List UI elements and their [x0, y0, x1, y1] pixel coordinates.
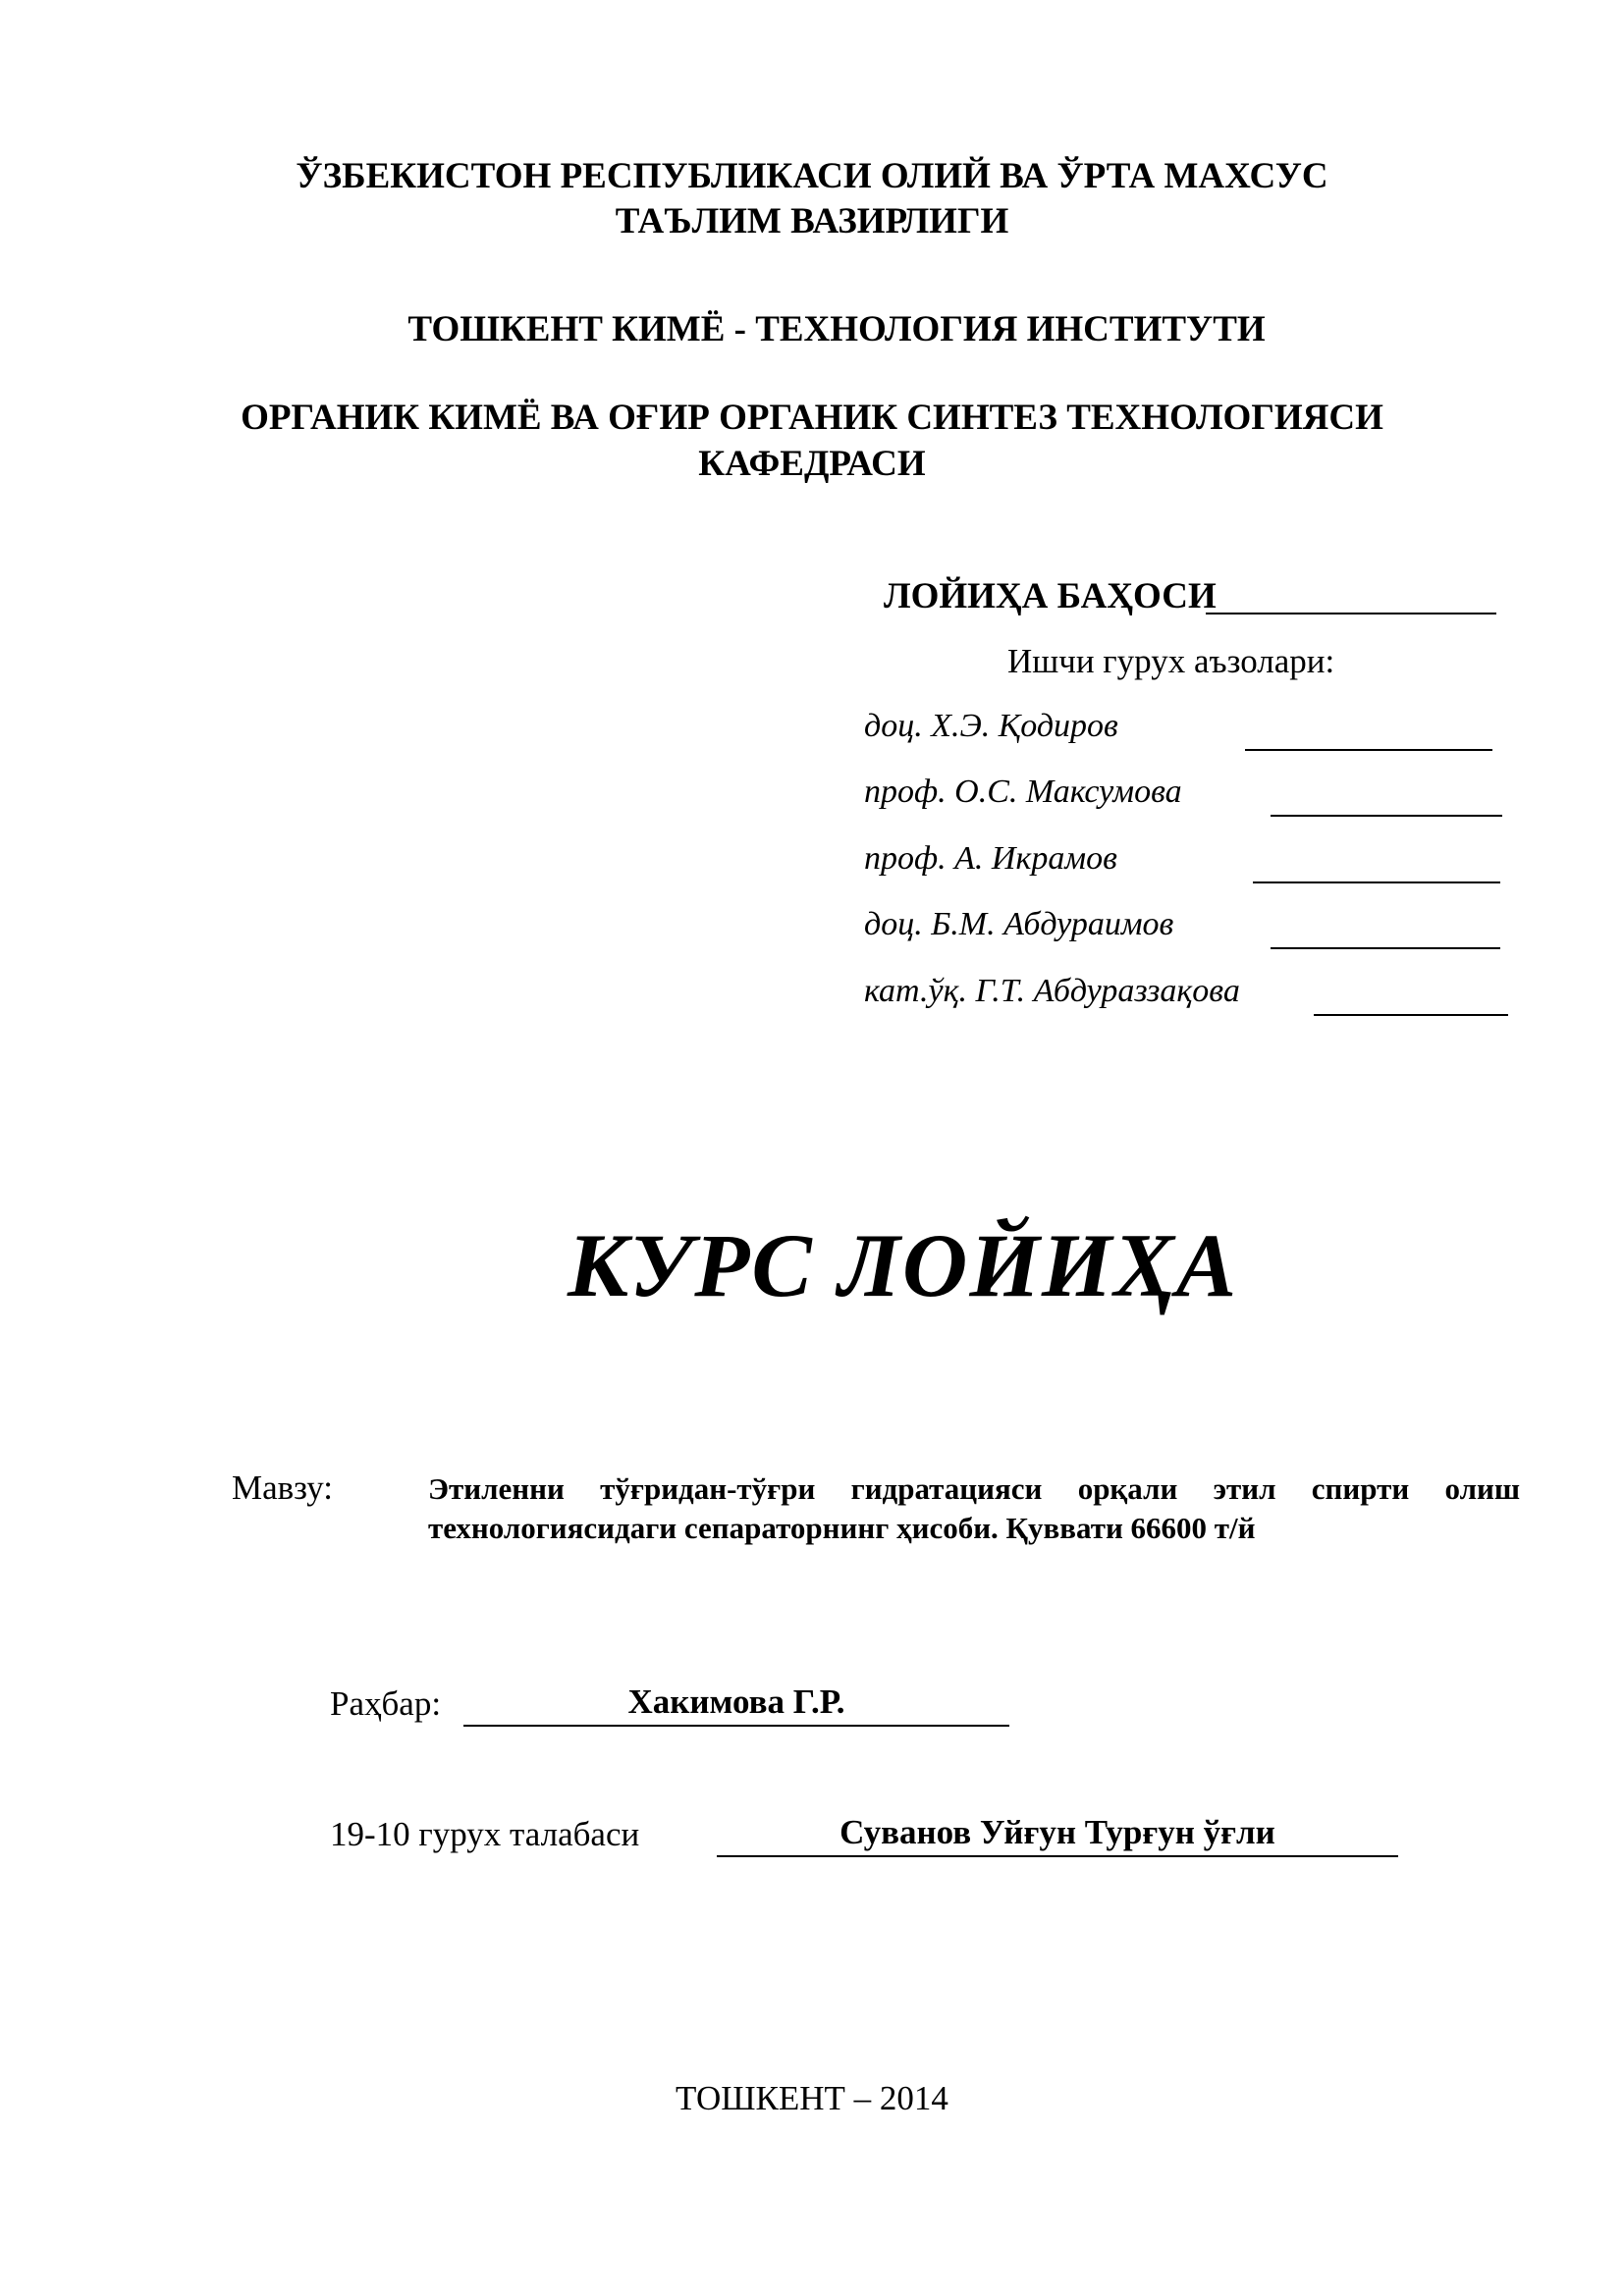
city-year: ТОШКЕНТ – 2014 [676, 2079, 948, 2117]
member-4-signature-line [1271, 947, 1500, 949]
member-5-signature-line [1314, 1014, 1508, 1016]
ministry-line-1: ЎЗБЕКИСТОН РЕСПУБЛИКАСИ ОЛИЙ ВА ЎРТА МАХСУС [296, 156, 1328, 196]
department-line-1: ОРГАНИК КИМЁ ВА ОҒИР ОРГАНИК СИНТЕЗ ТЕХНОЛОГИЯСИ [241, 398, 1383, 438]
member-4: доц. Б.М. Абдураимов [864, 906, 1174, 942]
supervisor-label: Раҳбар: [330, 1684, 442, 1723]
supervisor-name: Хакимова Г.Р. [463, 1682, 1009, 1727]
working-group-label: Ишчи гурух аъзолари: [1007, 642, 1335, 680]
student-group-label: 19-10 гурух талабаси [330, 1815, 640, 1853]
ministry-line-2: ТАЪЛИМ ВАЗИРЛИГИ [615, 201, 1009, 241]
member-2-signature-line [1271, 815, 1502, 817]
member-1: доц. Х.Э. Қодиров [864, 708, 1118, 744]
institute-name: ТОШКЕНТ КИМЁ - ТЕХНОЛОГИЯ ИНСТИТУТИ [407, 309, 1266, 349]
student-name: Суванов Уйғун Турғун ўғли [717, 1813, 1398, 1857]
grade-line [1206, 613, 1496, 614]
member-3: проф. А. Икрамов [864, 840, 1117, 877]
topic-text: Этиленни тўғридан-тўғри гидратацияси орқали этил спирти олиш технологиясидаги сепараторнинг ҳисоби. Қуввати 66600 т/й [428, 1471, 1520, 1545]
member-1-signature-line [1245, 749, 1492, 751]
member-2: проф. О.С. Максумова [864, 774, 1182, 810]
grade-label: ЛОЙИҲА БАҲОСИ [884, 576, 1217, 616]
member-3-signature-line [1253, 881, 1500, 883]
document-title: КУРС ЛОЙИҲА [568, 1215, 1239, 1315]
department-line-2: КАФЕДРАСИ [698, 444, 926, 484]
topic-label: Мавзу: [232, 1468, 334, 1507]
member-5: кат.ўқ. Г.Т. Абдураззақова [864, 973, 1240, 1009]
